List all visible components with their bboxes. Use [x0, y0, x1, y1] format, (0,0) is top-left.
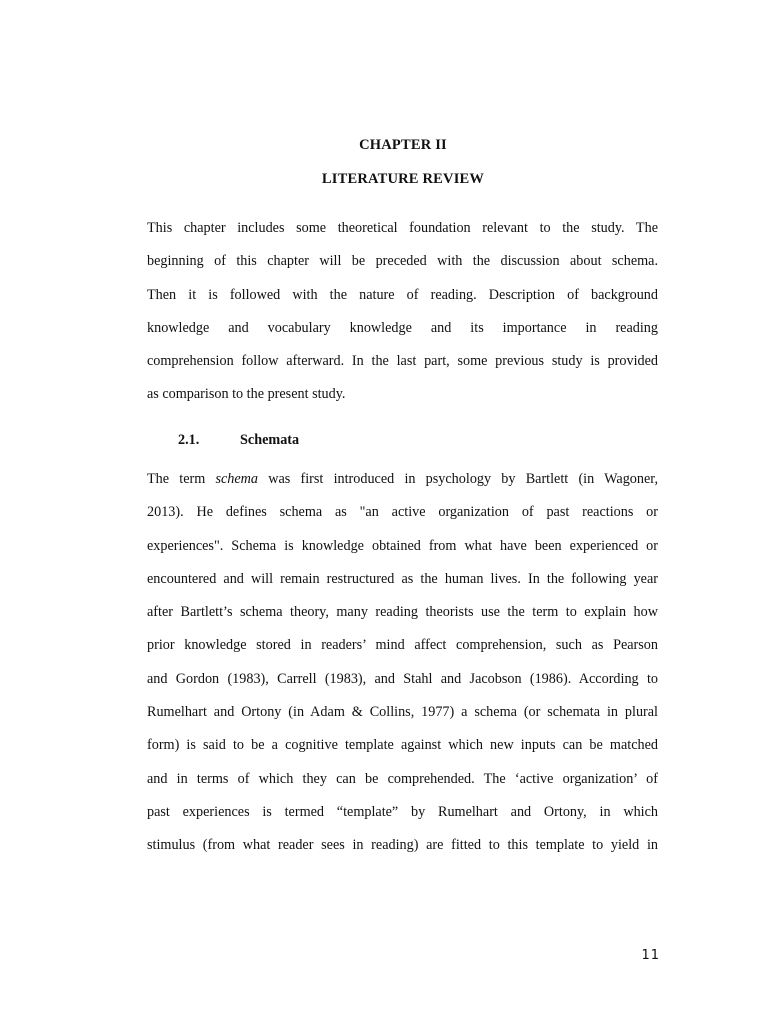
paragraph-line: past experiences is termed “template” by Rumelhart and Ortony, in which — [147, 803, 658, 820]
section-number: 2.1. — [178, 432, 200, 448]
schemata-paragraph — [147, 463, 658, 863]
paragraph-line: comprehension follow afterward. In the last part, some previous study is provided — [147, 353, 658, 370]
italic-term: schema — [215, 471, 259, 487]
line-text: The term — [147, 471, 216, 487]
paragraph-line: Then it is followed with the nature of reading. Description of background — [147, 286, 658, 303]
paragraph-line: knowledge and vocabulary knowledge and its importance in reading — [147, 319, 658, 336]
page-number: 11 — [641, 948, 660, 963]
paragraph-line — [147, 463, 658, 496]
paragraph-line: experiences". Schema is knowledge obtained from what have been experienced or — [147, 537, 658, 554]
paragraph-line: after Bartlett’s schema theory, many reading theorists use the term to explain how — [147, 604, 658, 621]
line-text: was first introduced in psychology by Bartlett (in Wagoner, — [258, 471, 658, 487]
paragraph-line: Rumelhart and Ortony (in Adam & Collins, 1977) a schema (or schemata in plural — [147, 704, 658, 721]
paragraph-line: 2013). He defines schema as "an active organization of past reactions or — [147, 504, 658, 521]
chapter-title: LITERATURE REVIEW — [321, 171, 485, 187]
paragraph-line: This chapter includes some theoretical foundation relevant to the study. The — [147, 220, 658, 236]
paragraph-line: encountered and will remain restructured as the human lives. In the following year — [147, 570, 658, 587]
section-heading — [178, 432, 299, 449]
section-title: Schemata — [240, 432, 300, 448]
paragraph-line: as comparison to the present study. — [147, 386, 346, 403]
intro-paragraph — [147, 212, 658, 412]
paragraph-line: prior knowledge stored in readers’ mind affect comprehension, such as Pearson — [147, 637, 658, 654]
chapter-label: CHAPTER II — [359, 137, 447, 153]
paragraph-line: stimulus (from what reader sees in reading) are fitted to this template to yield in — [147, 837, 658, 854]
paragraph-line: and in terms of which they can be comprehended. The ‘active organization’ of — [147, 770, 658, 787]
paragraph-line: beginning of this chapter will be preceded with the discussion about schema. — [147, 253, 658, 270]
paragraph-line: form) is said to be a cognitive template against which new inputs can be matched — [147, 737, 658, 754]
paragraph-line: and Gordon (1983), Carrell (1983), and Stahl and Jacobson (1986). According to — [147, 670, 658, 687]
